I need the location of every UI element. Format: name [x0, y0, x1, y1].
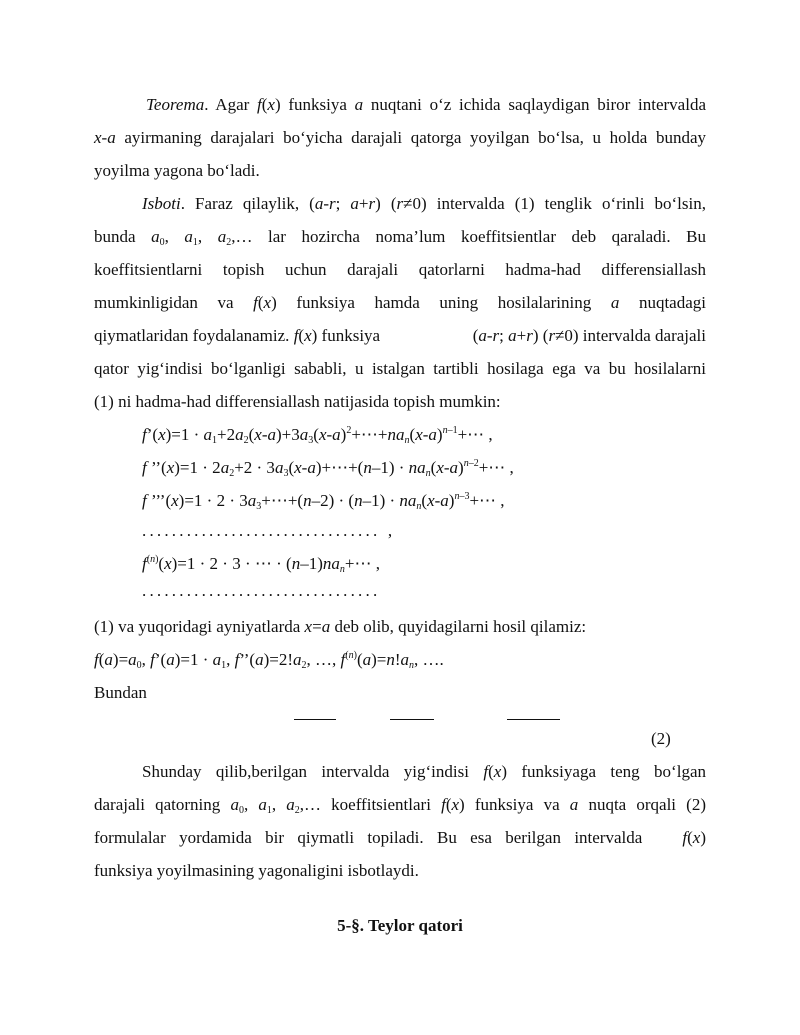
section-heading: 5-§. Teylor qatori — [337, 916, 463, 935]
proof-line-1: Isboti. Faraz qilaylik, (a-r; a+r) (r≠0) intervalda (1) tenglik o‘rinli bo‘lsin, — [142, 194, 706, 213]
formula-2-fraction-bar-2 — [390, 719, 434, 720]
ellipsis-row-1: ................................ , — [142, 521, 396, 540]
proof-line-5b: (a-r; a+r) (r≠0) intervalda darajali — [472, 326, 706, 345]
proof-line-5: qiymatlaridan foydalanamiz. f(x) funksiya — [94, 326, 381, 345]
theorem-line-1: Teorema. Agar f(x) funksiya a nuqtani o‘z ichida saqlaydigan biror intervalda — [146, 95, 706, 114]
conclusion-line-3: formulalar yordamida bir qiymatli topiladi. Bu esa berilgan intervalda f(x) — [94, 828, 706, 847]
formula-nth-derivative: $f^{(n)}(x)=1 \cdot 2 \cdot 3$ · ⋯ · $(n-1)na_n+\cdots$ , — [142, 554, 380, 575]
formula-second-derivative: f ’’(x)=1 · $2a_2+2$ · $3a_3(x-a)+\cdots+(n-1)$ · $na_n(x-a)^{n-2}+\cdots$ , — [142, 458, 514, 479]
ellipsis-row-2: ................................ — [142, 581, 381, 600]
conclusion-line-1: Shunday qilib,berilgan intervalda yig‘indisi f(x) funksiyaga teng bo‘lgan — [142, 762, 706, 781]
proof-line-7: (1) ni hadma-had differensiallash natijasida topish mumkin: — [94, 392, 501, 411]
formula-2-fraction-bar-3 — [507, 719, 560, 720]
proof-line-2: bunda $a_0$, $a_1$, $a_2,\dots$ lar hozircha noma’lum koeffitsientlar deb qaraladi. Bu — [94, 227, 707, 248]
formula-2-fraction-bar-1 — [294, 719, 336, 720]
proof-line-4: mumkinligidan va f(x) funksiya hamda uning hosilalarining a nuqtadagi — [94, 293, 706, 312]
values-at-a: $f(a)=a_0$, f’(a)=1 · $a_1$, $f’’(a)=2!a_2$, …, $f^{(n)}(a)=n!a_n$, …. — [94, 650, 444, 671]
theorem-line-3: yoyilma yagona bo‘ladi. — [94, 161, 260, 180]
proof-line-3: koeffitsientlarni topish uchun darajali qatorlarni hadma-had differensiallash — [94, 260, 706, 279]
bundan-line: Bundan — [94, 683, 147, 702]
equation-number: (2) — [651, 729, 671, 748]
formula-third-derivative: f ’’’(x)=1 · $2 \cdot 3a_3+\cdots+(n-2) \cdot (n-1)$ · $na_n(x-a)^{n-3}+\cdots$ , — [142, 491, 505, 512]
formula-first-derivative: f’(x)=1 · $a_1+2a_2(x-a)+3a_3(x-a)^2+\cdots+na_n(x-a)^{n-1}+\cdots$ , — [142, 425, 493, 446]
conclusion-line-4: funksiya yoyilmasining yagonaligini isbotlaydi. — [94, 861, 419, 880]
conclusion-line-2: darajali qatorning $a_0$, $a_1$, $a_2,\dots$ koeffitsientlari f(x) funksiya va a nuqta orqali (2) — [94, 795, 706, 816]
proof-line-6: qator yig‘indisi bo‘lganligi sababli, u istalgan tartibli hosilaga ega va bu hosilalarni — [94, 359, 706, 378]
substitution-line: (1) va yuqoridagi ayniyatlarda x=a deb olib, quyidagilarni hosil qilamiz: — [94, 617, 587, 636]
theorem-line-2: x-a ayirmaning darajalari bo‘yicha darajali qatorga yoyilgan bo‘lsa, u holda bunday — [94, 128, 706, 147]
